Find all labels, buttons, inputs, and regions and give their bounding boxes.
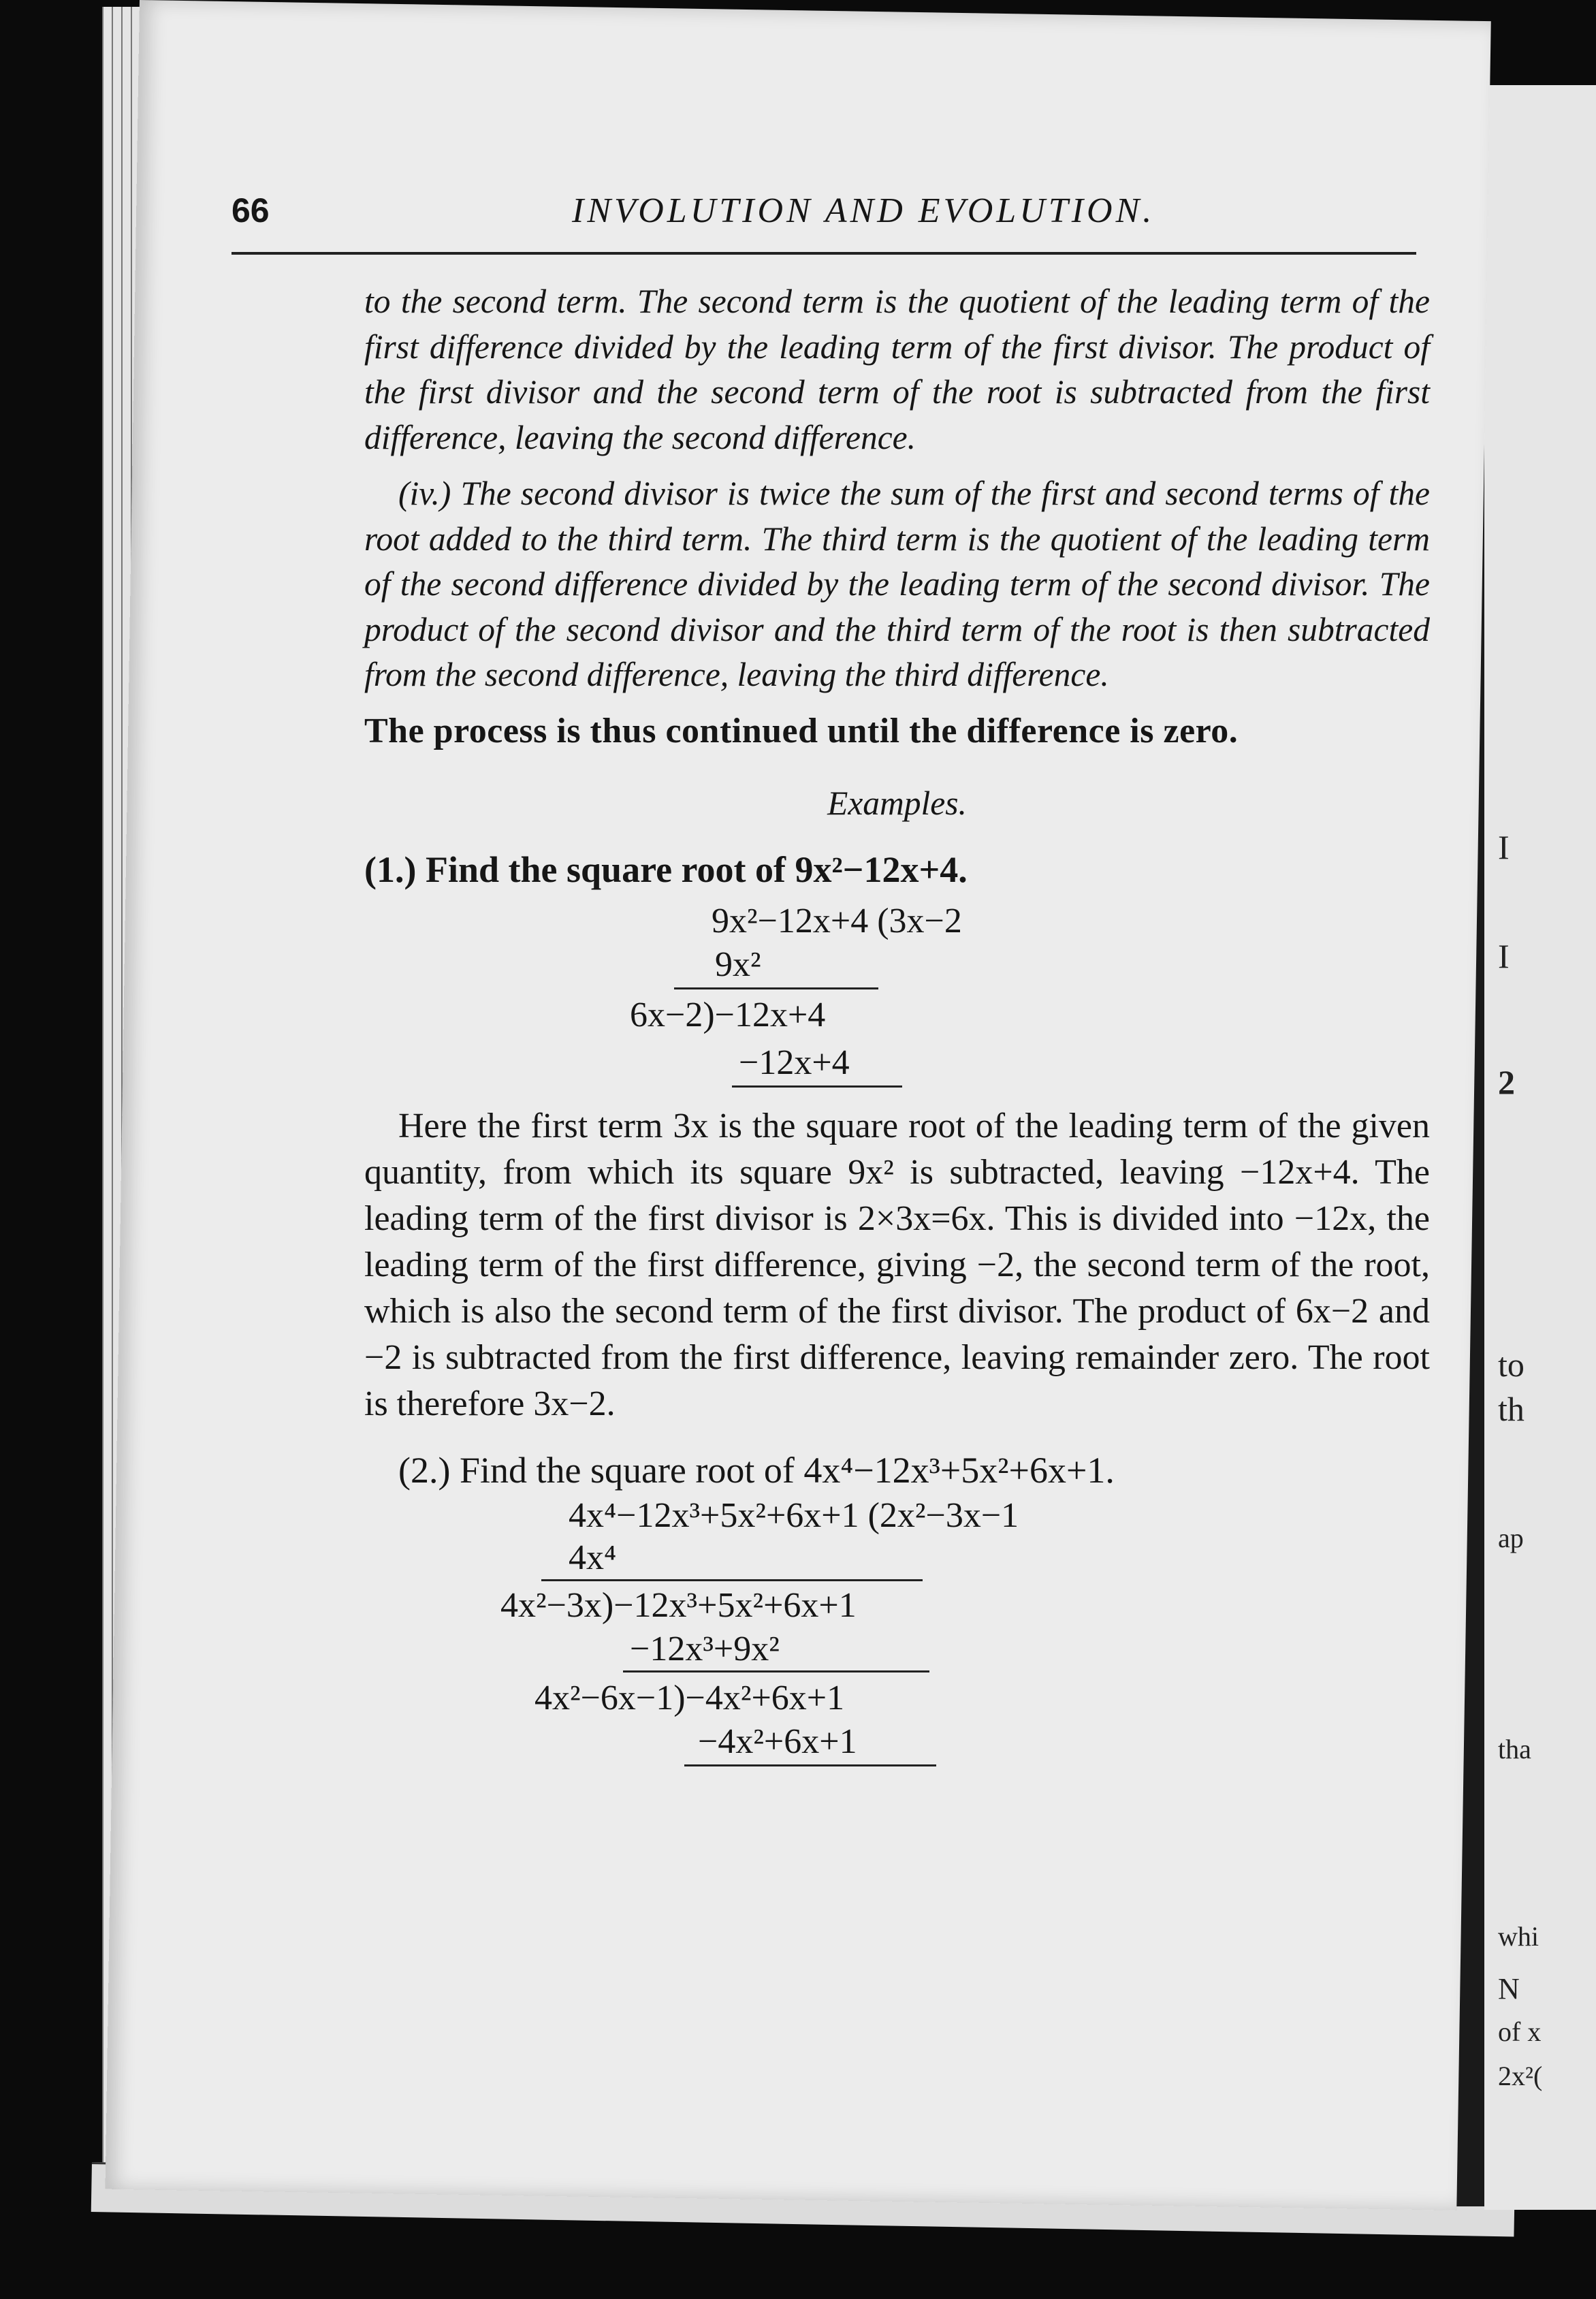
facing-fragment: th: [1498, 1390, 1525, 1428]
ex1-line-4: −12x+4: [739, 1043, 850, 1082]
facing-page-edge: [1484, 85, 1596, 2210]
example-1-working: [364, 892, 1430, 1096]
ex2-line-3: 4x²−3x)−12x³+5x²+6x+1: [500, 1585, 857, 1625]
facing-fragment: of x: [1498, 2016, 1542, 2047]
facing-fragment: N: [1498, 1972, 1520, 2005]
facing-fragment: ap: [1498, 1523, 1524, 1553]
ex1-line-1: 9x²−12x+4 (3x−2: [712, 902, 962, 940]
example-1-explanation: Here the first term 3x is the square root of the leading term of the given quantity, from which its square 9x² is subtracted, leaving −12x+4. The leading term of the first divisor is 2×3x=6x. This is divided into −12x, the leading term of the first difference, giving −2, the second term of the root, which is also the second term of the first divisor. The product of 6x−2 and −2 is subtracted from the first difference, leaving remainder zero. The root is therefore 3x−2.: [364, 1107, 1430, 1423]
ex2-rule-2: [623, 1670, 929, 1672]
ex1-line-3: 6x−2)−12x+4: [630, 996, 826, 1034]
ex2-rule-1: [541, 1579, 923, 1581]
running-title: INVOLUTION AND EVOLUTION.: [572, 191, 1155, 230]
facing-fragment: 2: [1498, 1063, 1515, 1101]
ex2-line-1: 4x⁴−12x³+5x²+6x+1 (2x²−3x−1: [569, 1495, 1019, 1535]
facing-fragment: 2x²(: [1498, 2061, 1543, 2091]
facing-fragment: to: [1498, 1346, 1525, 1384]
ex2-line-4: −12x³+9x²: [630, 1629, 780, 1668]
page-number: 66: [232, 191, 270, 229]
paragraph-rule-iv: (iv.) The second divisor is twice the sum of the first and second terms of the root added to the third term. The third term is the quotient of the leading term of the second difference divided by the leading term of the second divisor. The product of the second divisor and the third term of the root is then subtracted from the second difference, leaving the third difference.: [364, 475, 1430, 693]
ex2-rule-3: [684, 1764, 936, 1766]
ex2-line-2: 4x⁴: [569, 1538, 617, 1577]
paragraph-rule-iii-continued: to the second term. The second term is the quotient of the leading term of the first difference divided by the leading term of the first divisor. The product of the first divisor and the second term of the root is subtracted from the first difference, leaving the second difference.: [364, 283, 1430, 456]
example-1-statement: (1.) Find the square root of 9x²−12x+4.: [364, 849, 968, 890]
header-rule: [232, 252, 1416, 255]
ex2-line-5: 4x²−6x−1)−4x²+6x+1: [534, 1678, 845, 1717]
page-body: [364, 279, 1430, 1793]
examples-heading: Examples.: [827, 784, 967, 822]
ex1-rule-2: [732, 1085, 902, 1088]
paragraph-process-continued: The process is thus continued until the difference is zero.: [364, 711, 1239, 750]
example-2-working: [364, 1493, 1430, 1793]
ex1-rule-1: [674, 987, 878, 989]
ex1-line-2: 9x²: [715, 945, 761, 984]
facing-fragment: I: [1498, 828, 1510, 866]
facing-fragment: I: [1498, 937, 1510, 975]
facing-fragment: tha: [1498, 1734, 1531, 1764]
facing-fragment: whi: [1498, 1921, 1539, 1952]
ex2-line-6: −4x²+6x+1: [698, 1722, 857, 1761]
page-header: [232, 184, 1416, 245]
example-2-statement: (2.) Find the square root of 4x⁴−12x³+5x²+6x+1.: [398, 1450, 1115, 1491]
